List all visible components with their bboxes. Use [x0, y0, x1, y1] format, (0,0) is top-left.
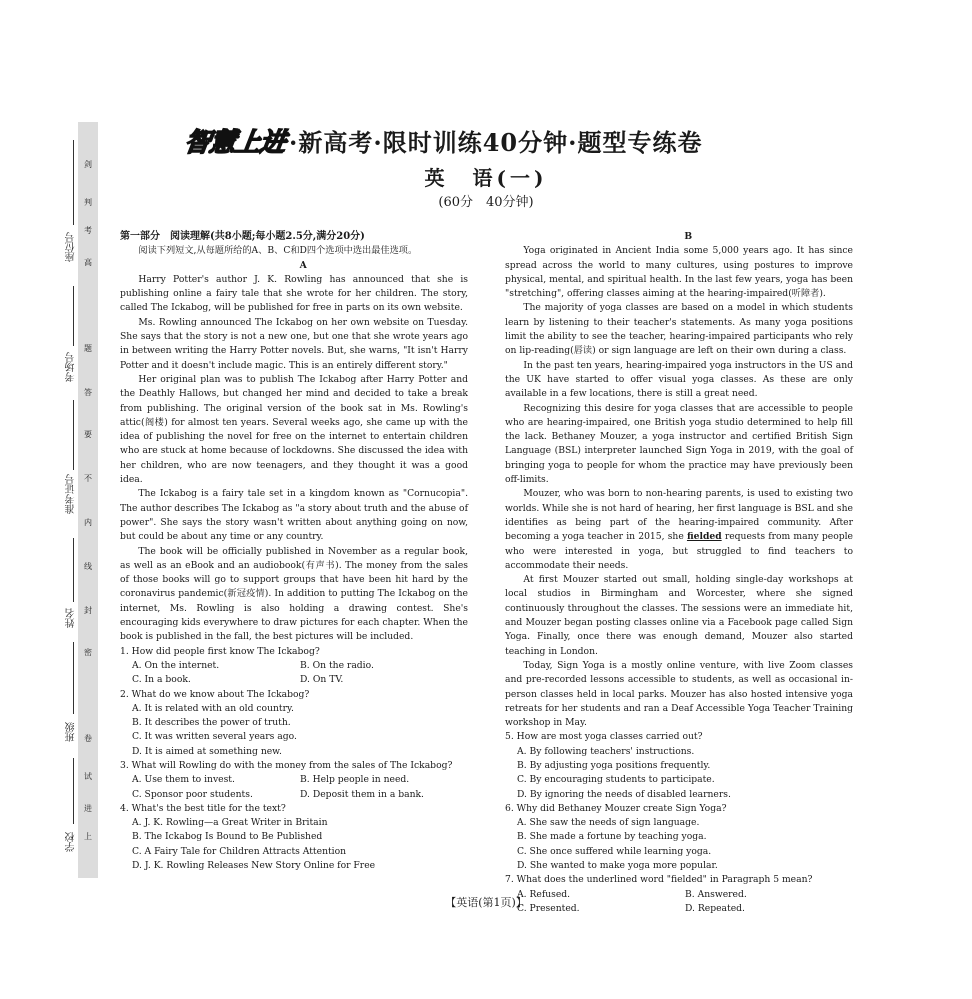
text-run: requests from many people who were interested in yoga, but struggled to find teachers to accommodate their needs.: [505, 531, 853, 571]
strip-char: 密: [84, 648, 92, 657]
strip-char: 题: [84, 344, 92, 353]
paragraph: Her original plan was to publish The Ickabog after Harry Potter and the Deathly Hallows, but changed her mind and decided to take a break from publishing. The original version of the book sat in Ms. Rowling's attic(阁楼) for almost ten years. Several weeks ago, she came up with the idea of publishing the novel for free on the internet to entertain children who are stuck at home because of lockdowns. She discussed the idea with her children, who are now teenagers, and they thought it was a good idea.: [120, 373, 468, 486]
option: C. She once suffered while learning yoga.: [517, 845, 712, 857]
strip-char: 进: [84, 804, 92, 813]
question-stem: 2. What do we know about The Ickabog?: [120, 688, 310, 700]
strip-char: 试: [84, 772, 92, 781]
school-label: 学校: [66, 832, 77, 852]
field-line: [73, 642, 74, 714]
strip-char: 判: [84, 198, 92, 207]
field-line: [73, 758, 74, 824]
option: A. Use them to invest.: [132, 774, 235, 786]
options: [120, 659, 468, 688]
score-time: (60分 40分钟): [438, 195, 534, 210]
exam-title: ·新高考·限时训练40分钟·题型专练卷: [289, 128, 703, 157]
brand-logo: 智慧上进: [182, 128, 287, 158]
field-line: [73, 400, 74, 470]
question-stem: 4. What's the best title for the text?: [120, 802, 286, 814]
text-run: Mouzer, who was born to non-hearing parents, is used to existing two worlds. While she is not hard of hearing, her first language is BSL and she identifies as being part of the hearing-impaired community. After becoming a yoga teacher in 2015, she: [505, 488, 853, 543]
paragraph: The majority of yoga classes are based on a model in which students learn by listening to their teacher's statements. As many yoga positions limit the ability to see the teacher, hearing-impaired participants who rely on lip-reading(唇读) or sign language are left on their own during a class.: [505, 302, 853, 357]
right-column: [505, 230, 853, 916]
option: C. A Fairy Tale for Children Attracts Attention: [132, 845, 347, 857]
option: D. J. K. Rowling Releases New Story Online for Free: [132, 860, 376, 872]
paragraph: Ms. Rowling announced The Ickabog on her own website on Tuesday. She says that the story is not a new one, but one that she wrote years ago in between writing the Harry Potter novels. But, she warns, "It isn't Harry Potter and it doesn't include magic. This is an entirely different story.": [120, 316, 468, 371]
option: B. The Ickabog Is Bound to Be Published: [132, 831, 323, 843]
option: B. Help people in need.: [300, 774, 410, 786]
subject-title: 英 语(一): [424, 166, 548, 190]
options: [120, 816, 468, 873]
seat-number-label: 座位号: [66, 232, 77, 262]
strip-char: 考: [84, 226, 92, 235]
option: B. On the radio.: [300, 659, 374, 671]
strip-char: 封: [84, 606, 92, 615]
exam-title-row: [182, 122, 805, 159]
paragraph: [505, 487, 853, 573]
paragraph: At first Mouzer started out small, holding single-day workshops at local studios in Birmingham and Worcester, where she signed continuously throughout the classes. The sessions were an immediate hit, and Mouzer began posting classes online via a Facebook page called Sign Yoga. Finally, once there was enough demand, Mouzer also started teaching in London.: [505, 574, 853, 657]
name-label: 姓名: [66, 608, 77, 628]
passage-label: B: [684, 231, 693, 242]
option: D. By ignoring the needs of disabled learners.: [517, 788, 731, 800]
option: C. By encouraging students to participate.: [517, 774, 715, 786]
strip-char: 高: [84, 258, 92, 267]
question-stem: 3. What will Rowling do with the money from the sales of The Ickabog?: [120, 759, 453, 771]
option: D. Deposit them in a bank.: [300, 788, 424, 800]
strip-char: 答: [84, 388, 92, 397]
passage-label: A: [299, 259, 307, 271]
option: B. It describes the power of truth.: [132, 717, 291, 729]
options: [505, 816, 853, 873]
paragraph: In the past ten years, hearing-impaired yoga instructors in the US and the UK have started to offer visual yoga classes. As these are only available in a few locations, there is still a great need.: [505, 359, 853, 400]
underlined-word: fielded: [686, 531, 722, 543]
option: C. In a book.: [132, 674, 191, 686]
options: [120, 773, 468, 802]
field-line: [73, 538, 74, 602]
option: D. It is aimed at something new.: [132, 745, 282, 757]
strip-char: 线: [84, 562, 92, 571]
option: A. By following teachers' instructions.: [517, 745, 695, 757]
option: D. She wanted to make yoga more popular.: [517, 860, 718, 872]
options: [505, 745, 853, 802]
exam-room-label: 考场号: [66, 352, 77, 382]
binding-strip: [78, 122, 98, 878]
option: B. Answered.: [685, 888, 747, 900]
strip-char: 上: [84, 832, 92, 841]
option: D. Repeated.: [685, 902, 745, 914]
option: B. By adjusting yoga positions frequently.: [517, 759, 711, 771]
class-label: 班级: [66, 722, 77, 742]
question-stem: 6. Why did Bethaney Mouzer create Sign Yoga?: [505, 802, 727, 814]
option: D. On TV.: [300, 674, 344, 686]
strip-char: 不: [84, 474, 92, 483]
strip-char: 卷: [84, 734, 92, 743]
paragraph: Yoga originated in Ancient India some 5,000 years ago. It has since spread across the world to many cultures, using postures to improve physical, mental, and spiritual health. In the last few years, yoga has been "stretching", offering classes aiming at the hearing-impaired(听障者).: [505, 245, 853, 300]
strip-char: 内: [84, 518, 92, 527]
paragraph: Recognizing this desire for yoga classes that are accessible to people who are hearing-impaired, one British yoga studio determined to help fill the lack. Bethaney Mouzer, a yoga instructor and certified British Sign Language (BSL) interpreter launched Sign Yoga in 2019, with the goal of bringing yoga to people for whom the practice may have previously been off-limits.: [505, 402, 853, 486]
option: A. It is related with an old country.: [132, 702, 294, 714]
option: C. It was written several years ago.: [132, 731, 297, 743]
paragraph: Harry Potter's author J. K. Rowling has announced that she is publishing online a fairy tale that she wrote for her children. The story, called The Ickabog, will be published for free in parts on its own website.: [120, 273, 468, 314]
question-stem: 7. What does the underlined word "fielded" in Paragraph 5 mean?: [505, 874, 813, 886]
strip-char: 剑: [84, 160, 92, 169]
strip-char: 要: [84, 430, 92, 439]
option: C. Sponsor poor students.: [132, 788, 253, 800]
question-stem: 5. How are most yoga classes carried out?: [505, 731, 703, 743]
option: C. Presented.: [517, 902, 580, 914]
field-line: [73, 286, 74, 346]
option: A. She saw the needs of sign language.: [517, 817, 700, 829]
instruction: 阅读下列短文,从每题所给的A、B、C和D四个选项中选出最佳选项。: [138, 245, 418, 257]
option: A. Refused.: [517, 888, 571, 900]
page-footer: 【英语(第1页)】: [445, 896, 527, 909]
paragraph: Today, Sign Yoga is a mostly online venture, with live Zoom classes and pre-recorded lessons accessible to students, as well as occasional in-person classes held in local parks. Mouzer has also hosted intensive yoga retreats for her students and ran a Deaf Accessible Yoga Teacher Training workshop in May.: [505, 659, 853, 729]
paragraph: The book will be officially published in November as a regular book, as well as an eBook and an audiobook(有声书). The money from the sales of those books will go to support groups that have been hit hard by the coronavirus pandemic(新冠疫情). In addition to putting The Ickabog on the internet, Ms. Rowling is also holding a drawing contest. She's encouraging kids everywhere to draw pictures for each chapter. When the book is published in the fall, the best pictures will be included.: [120, 545, 468, 643]
option: A. J. K. Rowling—a Great Writer in Britain: [132, 817, 328, 829]
admission-number-label: 准考证号: [66, 474, 77, 514]
left-column: [120, 230, 468, 873]
section-title: 第一部分 阅读理解(共8小题;每小题2.5分,满分20分): [120, 231, 365, 242]
options: [120, 702, 468, 759]
paragraph: The Ickabog is a fairy tale set in a kingdom known as "Cornucopia". The author describes The Ickabog as "a story about truth and the abuse of power". She says the story wasn't written about anything going on now, but could be about any time or any country.: [120, 488, 468, 543]
option: B. She made a fortune by teaching yoga.: [517, 831, 707, 843]
question-stem: 1. How did people first know The Ickabog?: [120, 645, 320, 657]
option: A. On the internet.: [132, 659, 220, 671]
